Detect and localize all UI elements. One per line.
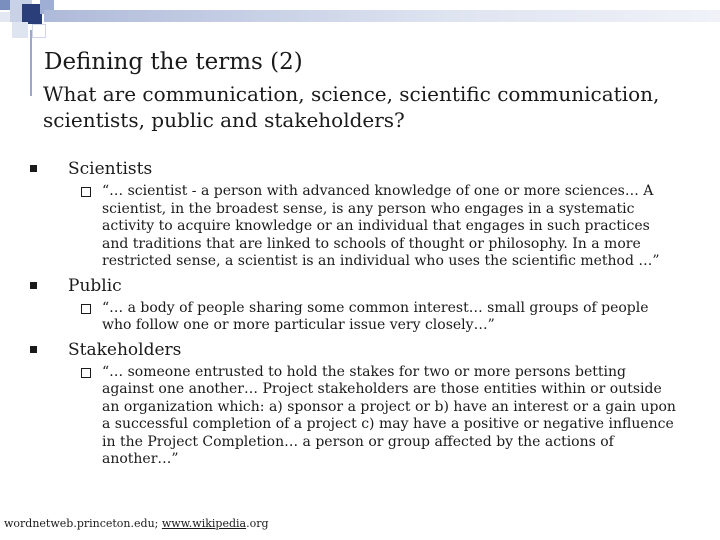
hollow-square-bullet-icon	[81, 187, 91, 197]
bullet-item	[30, 275, 680, 297]
term-definition: “… a body of people sharing some common interest… small groups of people who follow one or more particular issue very closely…”	[102, 299, 649, 333]
sub-bullet-item	[30, 364, 680, 469]
square-bullet-icon	[30, 165, 37, 172]
source-text: wordnetweb.princeton.edu;	[4, 517, 162, 530]
slide-content	[30, 158, 680, 469]
term-group-scientists	[30, 158, 680, 271]
term-definition: “… scientist - a person with advanced knowledge of one or more sciences… A scientist, in the broadest sense, is any person who engages in a systematic activity to acquire knowledge or an individual that engages in such practices and traditions that are linked to schools of thought or philosophy. In a more restricted sense, a scientist is an individual who uses the scientific method …”	[102, 183, 660, 269]
term-group-public	[30, 275, 680, 335]
header-accent-line	[30, 30, 32, 96]
header-bar	[44, 10, 720, 22]
decor-square	[22, 4, 42, 24]
hollow-square-bullet-icon	[81, 304, 91, 314]
term-label: Stakeholders	[68, 339, 182, 360]
term-group-stakeholders	[30, 339, 680, 469]
slide-title: Defining the terms (2)	[44, 49, 303, 75]
decor-square	[0, 0, 10, 10]
decor-square	[12, 22, 28, 38]
sub-bullet-item	[30, 300, 680, 335]
decor-square	[32, 24, 46, 38]
source-text-tail: .org	[246, 517, 269, 530]
bullet-item	[30, 339, 680, 361]
sub-bullet-item	[30, 183, 680, 271]
square-bullet-icon	[30, 346, 37, 353]
slide-subtitle: What are communication, science, scientific communication, scientists, public and stakeholders?	[43, 82, 660, 132]
decor-square	[0, 12, 10, 22]
bullet-item	[30, 158, 680, 180]
term-label: Public	[68, 275, 122, 296]
source-footer	[4, 517, 269, 531]
source-link[interactable]: www.wikipedia	[161, 517, 247, 530]
term-label: Scientists	[68, 159, 153, 179]
term-definition: “… someone entrusted to hold the stakes for two or more persons betting against one another… Project stakeholders are those entities within or outside an organization which: a) sponsor a project or b) have an interest or a gain upon a successful completion of a project c) may have a positive or negative influence in the Project Completion… a person or group affected by the actions of another…”	[102, 363, 676, 467]
square-bullet-icon	[30, 282, 37, 289]
hollow-square-bullet-icon	[81, 368, 91, 378]
